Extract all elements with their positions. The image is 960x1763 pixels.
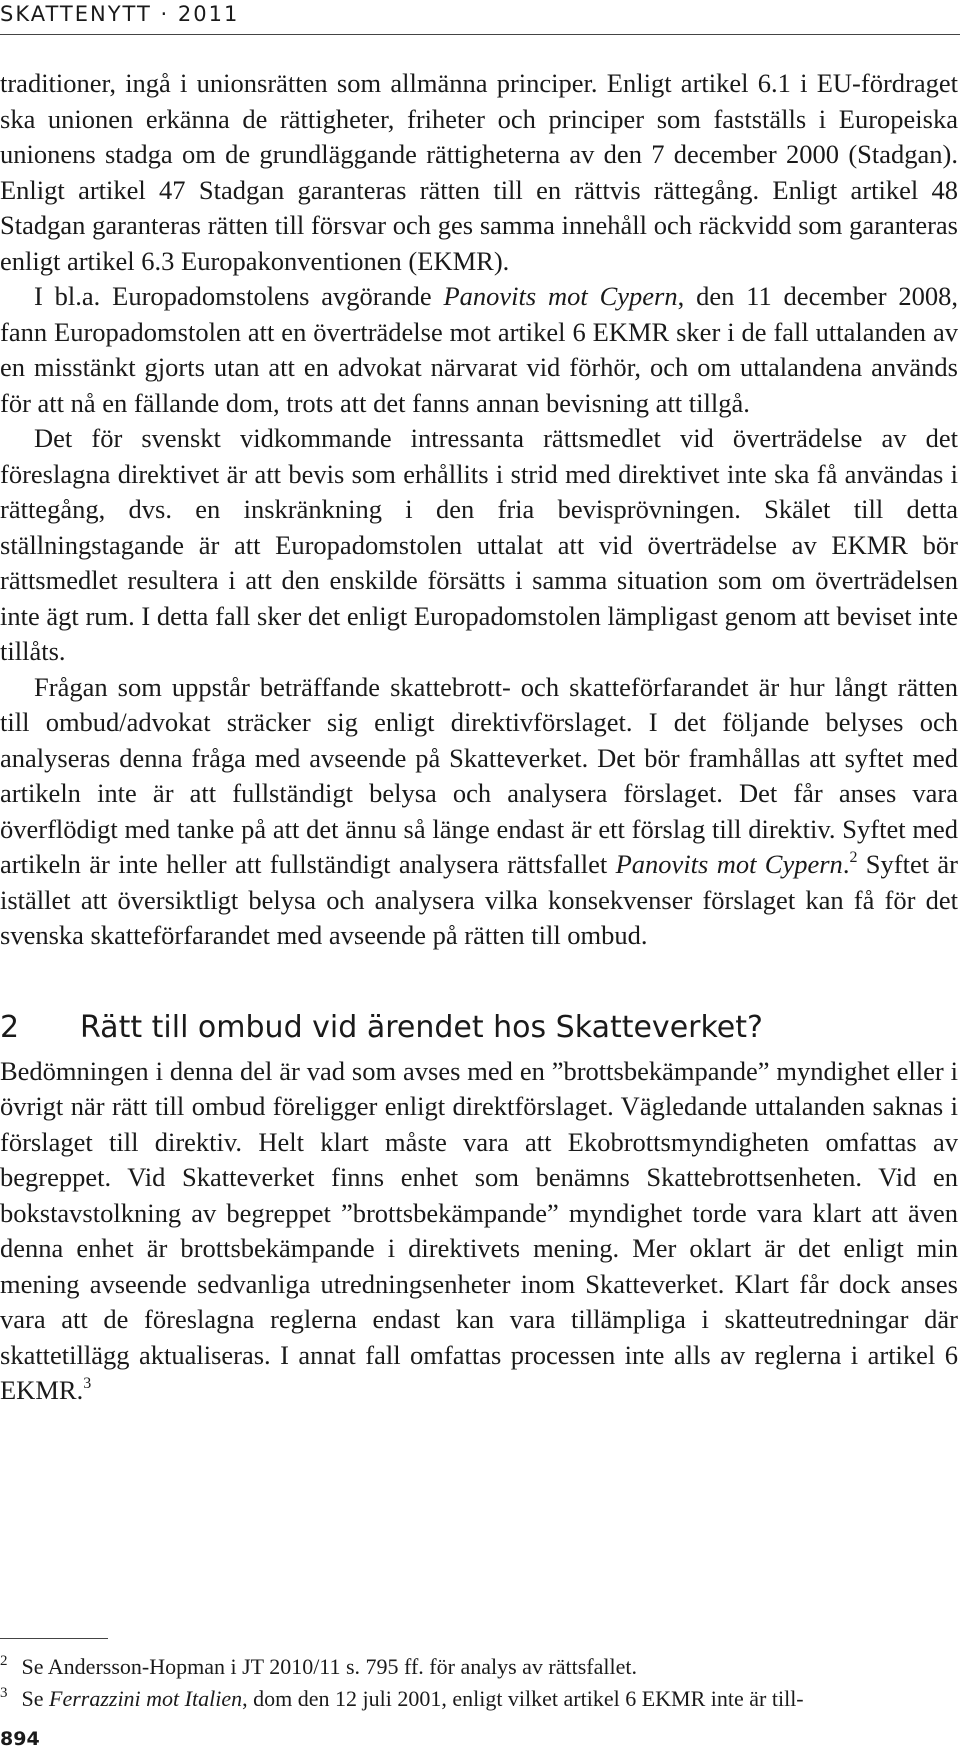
case-name: Panovits mot Cypern [615,849,843,879]
page-number: 894 [0,1728,40,1750]
case-name: Panovits mot Cypern [443,281,678,311]
footnote-ref-3: 3 [83,1375,92,1392]
paragraph-3: Det för svenskt vidkommande intressanta rättsmedlet vid överträdelse av det föreslagna direktivet är att bevis som erhållits i strid med direktivet inte ska få användas i rättegång, dvs. en inskränkning i den fria bevisprövningen. Skälet till detta ställningstagande är att Europadomstolen uttalat att vid överträdelse av EKMR bör rättsmedlet resultera i att den enskilde försätts i samma situation som om överträdelsen inte ägt rum. I detta fall sker det enligt Europadomstolen lämpligast genom att beviset inte tillåts. [0,423,958,666]
section-number: 2 [0,1009,20,1045]
footnote-number: 3 [0,1685,8,1701]
footnote-rule [0,1638,108,1639]
footnote-number: 2 [0,1653,8,1669]
article-body [0,66,958,1409]
section-title: Rätt till ombud vid ärendet hos Skatteverket? [80,1009,763,1045]
footnote-ref-2: 2 [849,849,858,866]
footnotes [0,1638,958,1715]
running-head: SKATTENYTT · 2011 [0,2,240,26]
section-heading [0,1010,958,1046]
case-name: Ferrazzini mot Italien [49,1686,243,1711]
paragraph-4: Frågan som uppstår beträffande skattebrott- och skatteförfarandet är hur långt rätten till ombud/advokat sträcker sig enligt direktivförslaget. I det följande belyses och analyseras denna fråga med avseende på Skatteverket. Det bör framhållas att syftet med artikeln inte är att fullständigt belysa och analysera förslaget. Det får anses vara överflödigt med tanke på att det ännu så länge endast är ett förslag till direktiv. Syftet med artikeln är inte heller att fullständigt analysera rättsfallet Panovits mot Cypern.$^2$ Syftet är istället att översiktligt belysa och analysera vilka konsekvenser förslaget kan få för det svenska skatteförfarandet med avseende på rätten till ombud. [0,671,959,950]
section-paragraph: Bedömningen i denna del är vad som avses med en ”brottsbekämpande” myndighet eller i övrigt när rätt till ombud föreligger enligt direktförslaget. Vägledande uttalanden saknas i förslaget till direktiv. Helt klart måste vara att Ekobrottsmyndigheten omfattas av begreppet. Vid Skatteverket finns enhet som benämns Skattebrottsenheten. Vid en bokstavstolkning av begreppet ”brottsbekämpande” myndighet torde vara klart att även denna enhet är brottsbekämpande i direktivets mening. Mer oklart är det enligt min mening avseende sedvanliga utredningsenheter inom Skatteverket. Klart får dock anses vara att de föreslagna reglerna endast kan vara tillämpliga i skatteutredningar där skattetillägg aktualiseras. I annat fall omfattas processen inte alls av reglerna i artikel 6 EKMR.$^3$ [0,1055,958,1405]
paragraph-2: I bl.a. Europadomstolens avgörande Panovits mot Cypern, den 11 december 2008, fann Europadomstolen att en överträdelse mot artikel 6 EKMR sker i de fall uttalanden av en misstänkt gjorts utan att en advokat närvarat vid förhör, och om uttalandena används för att nå en fällande dom, trots att det fanns annan bevisning att tillgå. [0,281,959,418]
header-rule [0,34,960,35]
footnote-3: $^3$ Se Ferrazzini mot Italien, dom den 12 juli 2001, enligt vilket artikel 6 EKMR inte är till- [0,1685,804,1711]
paragraph-1: traditioner, ingå i unionsrätten som allmänna principer. Enligt artikel 6.1 i EU-fördraget ska unionen erkänna de rättigheter, friheter och principer som fastställs i Europeiska unionens stadga om de grundläggande rättigheterna av den 7 december 2000 (Stadgan). Enligt artikel 47 Stadgan garanteras rätten till en rättvis rättegång. Enligt artikel 48 Stadgan garanteras rätten till försvar och ges samma innehåll och räckvidd som garanteras enligt artikel 6.3 Europakonventionen (EKMR). [0,68,958,276]
footnote-2: $^2$ Se Andersson-Hopman i JT 2010/11 s. 795 ff. för analys av rättsfallet. [0,1653,637,1679]
